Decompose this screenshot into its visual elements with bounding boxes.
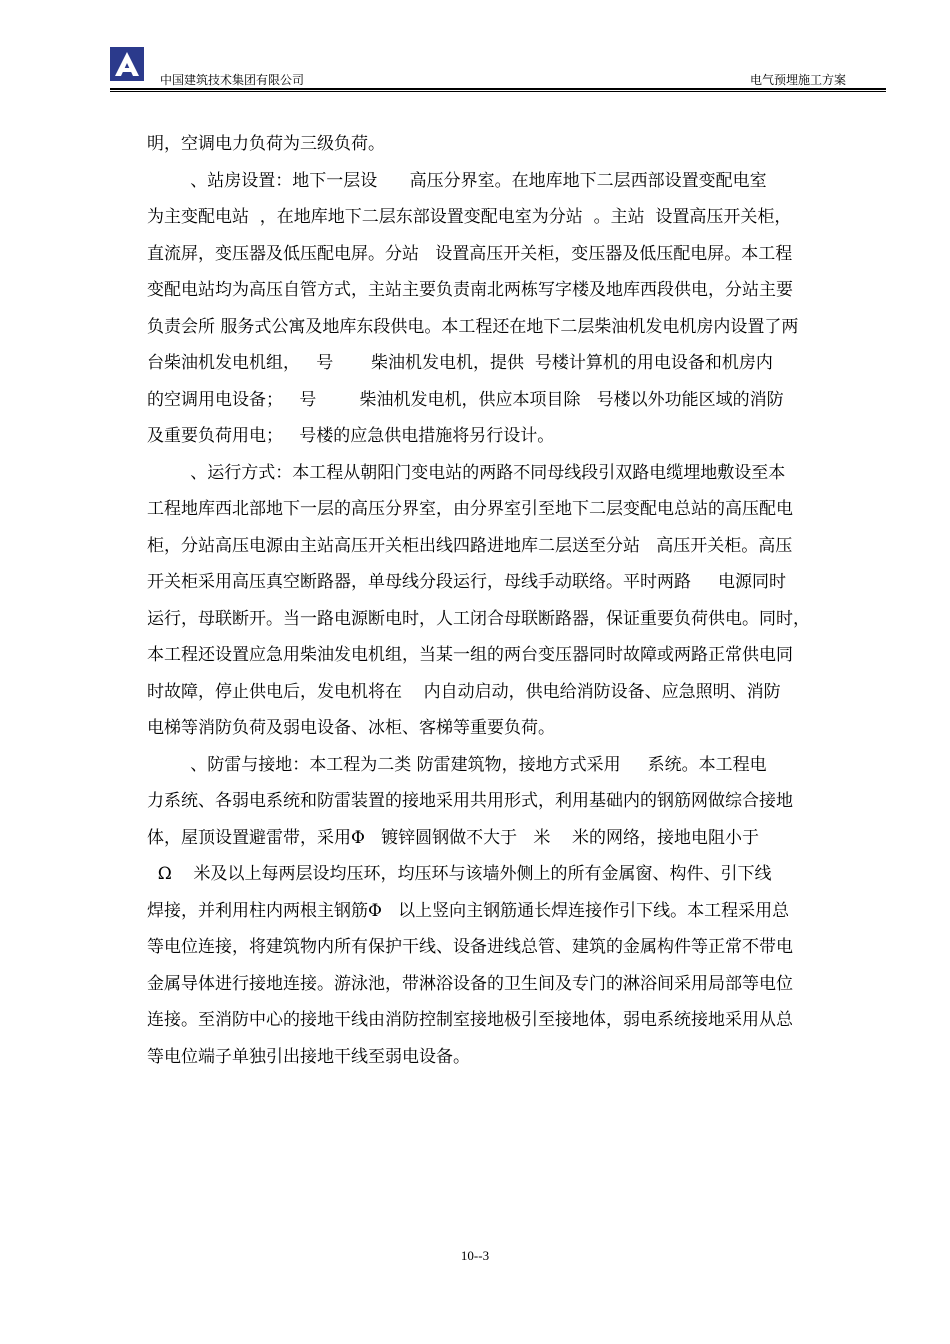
body-line: 柜，分站高压电源由主站高压开关柜出线四路进地库二层送至分站 高压开关柜。高压 bbox=[147, 535, 793, 556]
body-line: 金属导体进行接地连接。游泳池，带淋浴设备的卫生间及专门的淋浴间采用局部等电位 bbox=[147, 973, 793, 994]
header-rule-thick bbox=[110, 88, 886, 90]
body-line: 等电位连接，将建筑物内所有保护干线、设备进线总管、建筑的金属构件等正常不带电 bbox=[147, 937, 793, 957]
body-line: 开关柜采用高压真空断路器，单母线分段运行，母线手动联络。平时两路 电源同时 bbox=[147, 572, 787, 592]
body-line: 为主变配电站 ，在地库地下二层东部设置变配电室为分站 。主站 设置高压开关柜， bbox=[147, 207, 792, 227]
body-line: Ω 米及以上每两层设均压环，均压环与该墙外侧上的所有金属窗、构件、引下线 bbox=[147, 864, 772, 884]
body-line: 焊接，并利用柱内两根主钢筋Φ 以上竖向主钢筋通长焊连接作引下线。本工程采用总 bbox=[147, 900, 790, 921]
body-line: 的空调用电设备； 号 柴油机发电机，供应本项目除 号楼以外功能区域的消防 bbox=[147, 389, 784, 410]
body-line: 、防雷与接地：本工程为二类 防雷建筑物，接地方式采用 系统。本工程电 bbox=[147, 754, 767, 775]
body-line: 直流屏，变压器及低压配电屏。分站 设置高压开关柜，变压器及低压配电屏。本工程 bbox=[147, 243, 793, 264]
body-line: 力系统、各弱电系统和防雷装置的接地采用共用形式，利用基础内的钢筋网做综合接地 bbox=[147, 791, 793, 811]
body-line: 台柴油机发电机组， 号 柴油机发电机，提供 号楼计算机的用电设备和机房内 bbox=[147, 353, 773, 373]
body-line: 、站房设置：地下一层设 高压分界室。在地库地下二层西部设置变配电室 bbox=[147, 170, 767, 191]
header-rule-thin bbox=[110, 91, 886, 92]
body-line: 时故障，停止供电后，发电机将在 内自动启动，供电给消防设备、应急照明、消防 bbox=[147, 681, 781, 702]
page-number: 10--3 bbox=[460, 1248, 490, 1263]
page-header bbox=[0, 0, 950, 100]
body-line: 、运行方式：本工程从朝阳门变电站的两路不同母线段引双路电缆埋地敷设至本 bbox=[147, 462, 786, 483]
body-line: 变配电站均为高压自管方式，主站主要负责南北两栋写字楼及地库西段供电，分站主要 bbox=[147, 280, 793, 300]
body-line: 体，屋顶设置避雷带，采用Φ 镀锌圆钢做不大于 米 米的网络，接地电阻小于 bbox=[147, 827, 759, 848]
body-line: 等电位端子单独引出接地干线至弱电设备。 bbox=[147, 1046, 470, 1067]
body-line: 本工程还设置应急用柴油发电机组，当某一组的两台变压器同时故障或两路正常供电同 bbox=[147, 645, 793, 665]
company-logo-icon bbox=[110, 47, 144, 81]
body-line: 明，空调电力负荷为三级负荷。 bbox=[147, 134, 385, 154]
company-name: 中国建筑技术集团有限公司 bbox=[160, 73, 305, 87]
body-line: 连接。至消防中心的接地干线由消防控制室接地极引至接地体，弱电系统接地采用从总 bbox=[147, 1010, 793, 1030]
body-line: 负责会所 服务式公寓及地库东段供电。本工程还在地下二层柴油机发电机房内设置了两 bbox=[147, 316, 799, 337]
body-line: 工程地库西北部地下一层的高压分界室，由分界室引至地下二层变配电总站的高压配电 bbox=[147, 499, 793, 519]
body-line: 运行，母联断开。当一路电源断电时，人工闭合母联断路器，保证重要负荷供电。同时， bbox=[147, 608, 810, 629]
document-title: 电气预埋施工方案 bbox=[749, 73, 846, 87]
body-text bbox=[147, 126, 887, 1075]
body-line: 电梯等消防负荷及弱电设备、冰柜、客梯等重要负荷。 bbox=[147, 718, 555, 738]
body-line: 及重要负荷用电； 号楼的应急供电措施将另行设计。 bbox=[147, 426, 555, 446]
